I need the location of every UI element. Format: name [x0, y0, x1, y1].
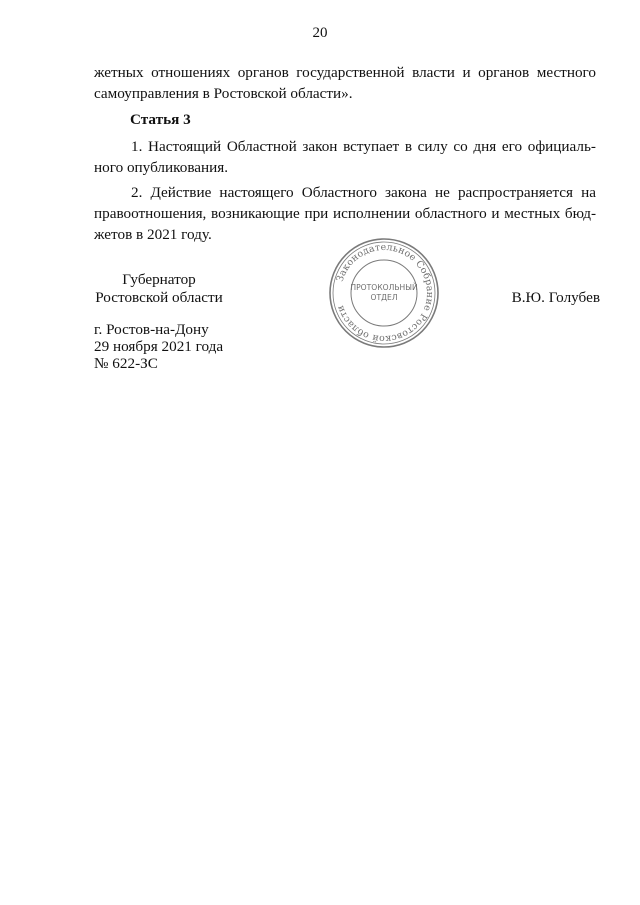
continuation-line-1: жетных отношениях органов государственной власти и органов местного — [94, 64, 596, 81]
governor-title-line-1: Губернатор — [122, 271, 196, 288]
seal-ring-text: Законодательное Собрание Ростовской области — [334, 241, 436, 345]
article-p2-line-1: 2. Действие настоящего Областного закона не распространяется на — [131, 184, 596, 201]
governor-title — [88, 271, 230, 307]
governor-name: В.Ю. Голубев — [511, 289, 600, 306]
issuance-date: 29 ноября 2021 года — [94, 338, 224, 355]
article-p2-line-2: правоотношения, возникающие при исполнении областного и местных бюд- — [94, 205, 596, 222]
governor-title-line-2: Ростовской области — [95, 289, 223, 306]
seal-center-line-1: ПРОТОКОЛЬНЫЙ — [350, 283, 418, 292]
article-title: Статья 3 — [130, 111, 191, 128]
official-seal-stamp — [328, 237, 440, 349]
article-p1-line-1: 1. Настоящий Областной закон вступает в силу со дня его официаль- — [131, 138, 596, 155]
page-number: 20 — [312, 25, 328, 41]
article-p1-line-2: ного опубликования. — [94, 159, 229, 176]
article-p2-line-3: жетов в 2021 году. — [94, 226, 212, 243]
issuance-block — [94, 321, 223, 372]
seal-center-line-2: ОТДЕЛ — [370, 293, 398, 302]
issuance-number: № 622-ЗС — [94, 355, 158, 372]
issuance-city: г. Ростов-на-Дону — [94, 321, 209, 338]
continuation-line-2: самоуправления в Ростовской области». — [94, 85, 353, 102]
